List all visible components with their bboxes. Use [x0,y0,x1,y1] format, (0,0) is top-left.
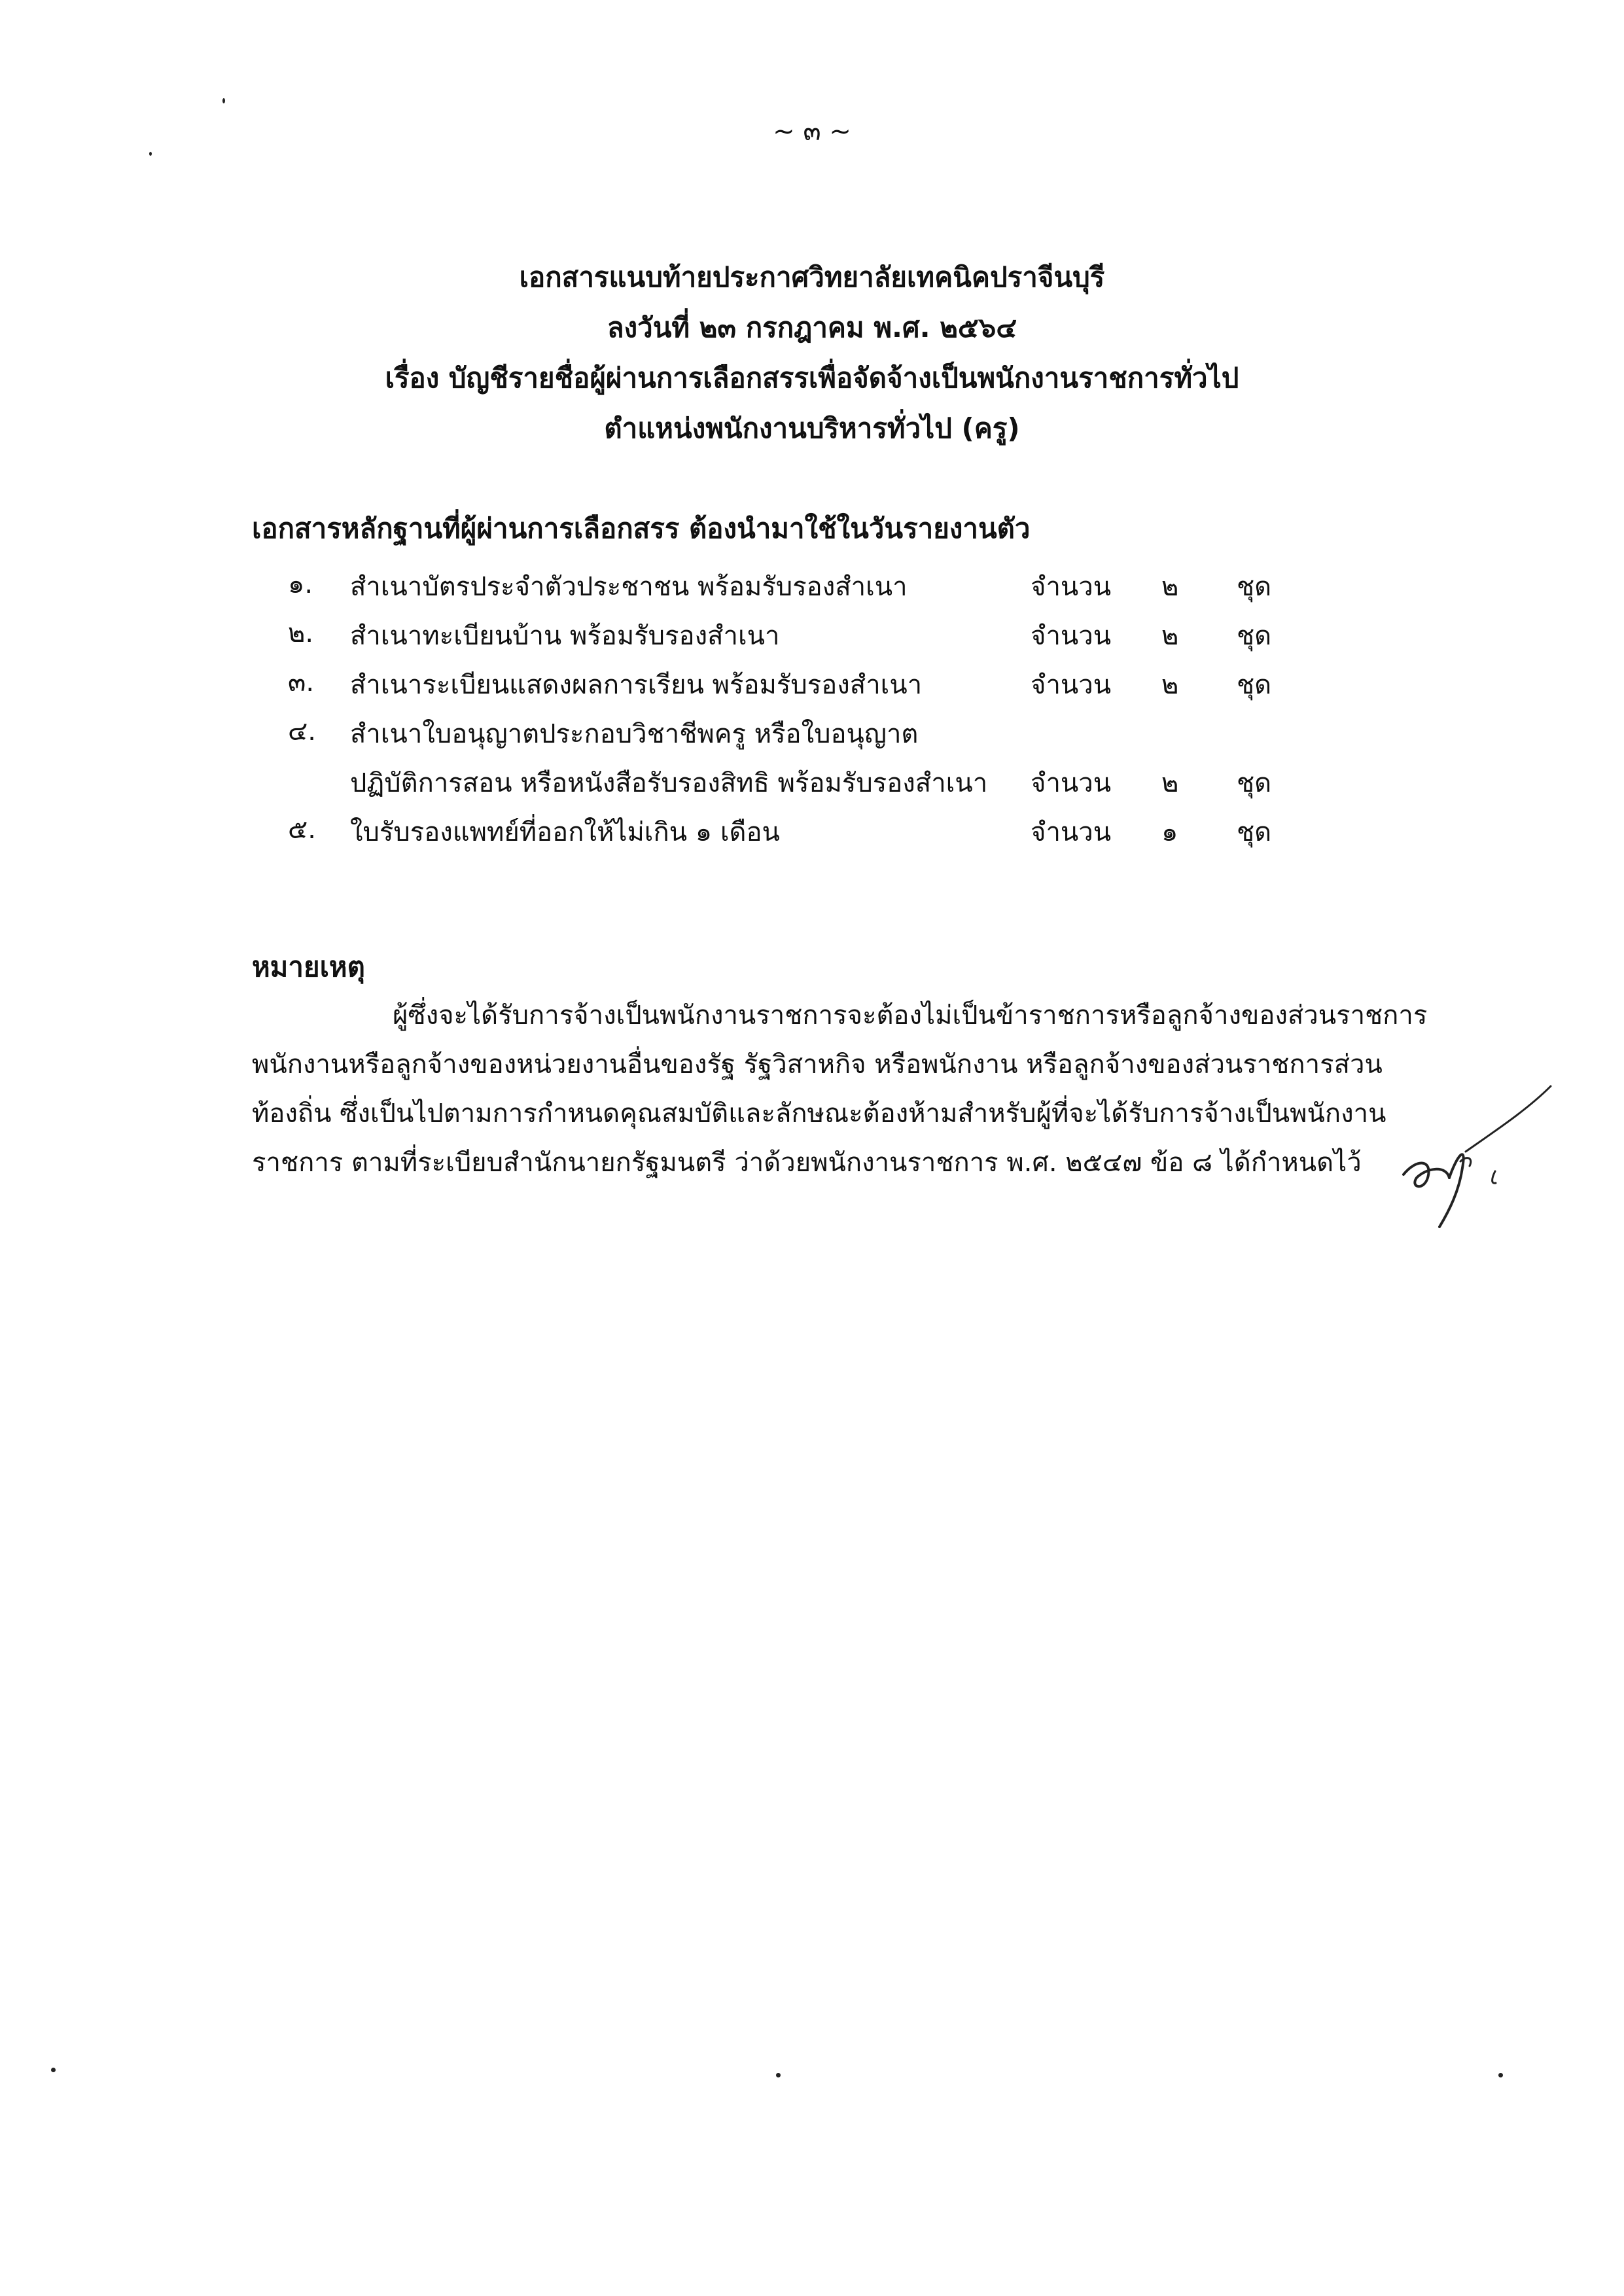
scan-speck [51,2068,56,2072]
item-number: ๔. [288,716,316,747]
scan-speck [222,98,225,103]
header-line-1: เอกสารแนบท้ายประกาศวิทยาลัยเทคนิคปราจีนบุรี [519,261,1105,293]
quantity-label: จำนวน [1031,670,1112,700]
note-heading: หมายเหตุ [252,951,365,983]
required-documents-heading: เอกสารหลักฐานที่ผู้ผ่านการเลือกสรร ต้องนำมาใช้ในวันรายงานตัว [252,512,1031,544]
quantity-label: จำนวน [1031,621,1112,651]
item-number: ๒. [288,618,314,648]
note-line: ผู้ซึ่งจะได้รับการจ้างเป็นพนักงานราชการจะต้องไม่เป็นข้าราชการหรือลูกจ้างของส่วนราชการ [393,1000,1428,1031]
page-number: ~ ๓ ~ [773,116,851,147]
item-text-continued: ปฏิบัติการสอน หรือหนังสือรับรองสิทธิ พร้อมรับรองสำเนา [350,768,988,798]
item-number: ๑. [288,569,313,599]
required-documents-list [288,563,1309,857]
quantity-value: ๒ [1161,670,1179,700]
quantity-unit: ชุด [1237,670,1272,700]
item-text: สำเนาใบอนุญาตประกอบวิชาชีพครู หรือใบอนุญาต [350,719,919,749]
handwritten-signature [1387,1080,1557,1230]
quantity-unit: ชุด [1237,572,1272,602]
note-line: พนักงานหรือลูกจ้างของหน่วยงานอื่นของรัฐ รัฐวิสาหกิจ หรือพนักงาน หรือลูกจ้างของส่วนราชการส่วน [252,1050,1383,1080]
quantity-unit: ชุด [1237,621,1272,651]
item-number: ๕. [288,815,316,845]
item-number: ๓. [288,667,315,698]
scan-speck [1498,2073,1503,2077]
list-item [288,808,1309,857]
quantity-label: จำนวน [1031,572,1112,602]
quantity-value: ๒ [1161,621,1179,651]
note-body [252,991,1482,1188]
header-line-3: เรื่อง บัญชีรายชื่อผู้ผ่านการเลือกสรรเพื่อจัดจ้างเป็นพนักงานราชการทั่วไป [385,362,1239,394]
note-line: ท้องถิ่น ซึ่งเป็นไปตามการกำหนดคุณสมบัติและลักษณะต้องห้ามสำหรับผู้ที่จะได้รับการจ้างเป็นพนักงาน [252,1099,1386,1129]
item-text: สำเนาระเบียนแสดงผลการเรียน พร้อมรับรองสำเนา [350,670,923,700]
quantity-unit: ชุด [1237,768,1272,798]
item-text: สำเนาบัตรประจำตัวประชาชน พร้อมรับรองสำเนา [350,572,908,602]
scan-speck [776,2073,781,2077]
list-item [288,563,1309,612]
scan-speck [149,152,152,156]
note-line: ราชการ ตามที่ระเบียบสำนักนายกรัฐมนตรี ว่าด้วยพนักงานราชการ พ.ศ. ๒๕๔๗ ข้อ ๘ ได้กำหนดไว้ [252,1148,1362,1178]
quantity-unit: ชุด [1237,817,1272,847]
quantity-label: จำนวน [1031,817,1112,847]
item-text: สำเนาทะเบียนบ้าน พร้อมรับรองสำเนา [350,621,780,651]
document-header [0,252,1624,453]
list-item [288,710,1309,808]
quantity-value: ๒ [1161,768,1179,798]
quantity-label: จำนวน [1031,768,1112,798]
header-line-4: ตำแหน่งพนักงานบริหารทั่วไป (ครู) [604,412,1020,444]
quantity-value: ๑ [1161,817,1178,847]
item-text: ใบรับรองแพทย์ที่ออกให้ไม่เกิน ๑ เดือน [350,817,780,847]
quantity-value: ๒ [1161,572,1179,602]
list-item [288,612,1309,661]
header-line-2: ลงวันที่ ๒๓ กรกฎาคม พ.ศ. ๒๕๖๔ [607,311,1017,344]
list-item [288,661,1309,710]
